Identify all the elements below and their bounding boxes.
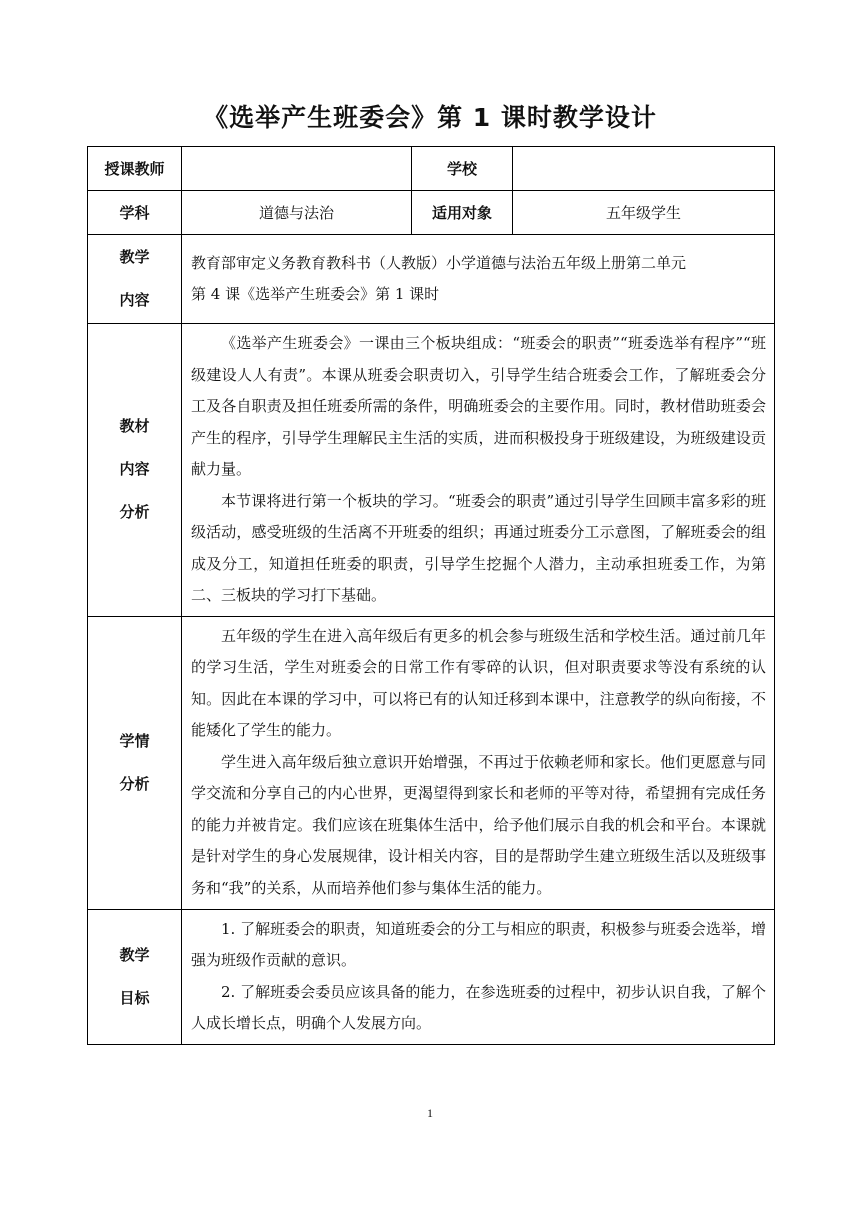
school-label: 学校 — [412, 147, 513, 191]
paragraph: 本节课将进行第一个板块的学习。“班委会的职责”通过引导学生回顾丰富多彩的班级活动，感受班级的生活离不开班委的组织；再通过班委分工示意图，了解班委会的组成及分工，知道担任班委的职责，引导学生挖掘个人潜力，主动承担班委工作，为第二、三板块的学习打下基础。 — [191, 491, 766, 604]
teaching-content-label: 教学 内容 — [88, 235, 182, 324]
row-material-analysis — [88, 324, 775, 617]
goal-item: 2. 了解班委会委员应该具备的能力，在参选班委的过程中，初步认识自我，了解个人成长增长点，明确个人发展方向。 — [191, 982, 766, 1032]
learner-analysis-label: 学情 分析 — [88, 616, 182, 909]
row-teaching-content — [88, 235, 775, 324]
subject-label: 学科 — [88, 191, 182, 235]
content-line: 第 4 课《选举产生班委会》第 1 课时 — [191, 285, 440, 303]
lesson-plan-table — [87, 146, 775, 1045]
audience-value: 五年级学生 — [513, 191, 775, 235]
row-teacher-school — [88, 147, 775, 191]
page-number: 1 — [427, 1106, 433, 1120]
audience-label: 适用对象 — [412, 191, 513, 235]
goal-item: 1. 了解班委会的职责，知道班委会的分工与相应的职责，积极参与班委会选举，增强为班级作贡献的意识。 — [191, 919, 766, 969]
row-learner-analysis — [88, 616, 775, 909]
paragraph: 学生进入高年级后独立意识开始增强，不再过于依赖老师和家长。他们更愿意与同学交流和分享自己的内心世界，更渴望得到家长和老师的平等对待，希望拥有完成任务的能力并被肯定。我们应该在班集体生活中，给予他们展示自我的机会和平台。本课就是针对学生的身心发展规律，设计相关内容，目的是帮助学生建立班级生活以及班级事务和“我”的关系，从而培养他们参与集体生活的能力。 — [191, 752, 766, 897]
teacher-label: 授课教师 — [88, 147, 182, 191]
paragraph: 《选举产生班委会》一课由三个板块组成：“班委会的职责”“班委选举有程序”“班级建设人人有责”。本课从班委会职责切入，引导学生结合班委会工作，了解班委会分工及各自职责及担任班委所需的条件，明确班委会的主要作用。同时，教材借助班委会产生的程序，引导学生理解民主生活的实质，进而积极投身于班级建设，为班级建设贡献力量。 — [191, 334, 766, 478]
teaching-goals-label: 教学 目标 — [88, 909, 182, 1044]
page-title: 《选举产生班委会》第 1 课时教学设计 — [203, 103, 657, 132]
row-teaching-goals — [88, 909, 775, 1044]
subject-value: 道德与法治 — [182, 191, 412, 235]
material-analysis-text — [182, 324, 775, 617]
school-value — [513, 147, 775, 191]
learner-analysis-text — [182, 616, 775, 909]
teaching-content-text — [182, 235, 775, 324]
teaching-goals-text — [182, 909, 775, 1044]
content-line: 教育部审定义务教育教科书（人教版）小学道德与法治五年级上册第二单元 — [191, 253, 687, 272]
material-analysis-label: 教材 内容 分析 — [88, 324, 182, 617]
row-subject-audience — [88, 191, 775, 235]
paragraph: 五年级的学生在进入高年级后有更多的机会参与班级生活和学校生活。通过前几年的学习生活，学生对班委会的日常工作有零碎的认识，但对职责要求等没有系统的认知。因此在本课的学习中，可以将已有的认知迁移到本课中，注意教学的纵向衔接，不能矮化了学生的能力。 — [191, 626, 766, 740]
teacher-value — [182, 147, 412, 191]
